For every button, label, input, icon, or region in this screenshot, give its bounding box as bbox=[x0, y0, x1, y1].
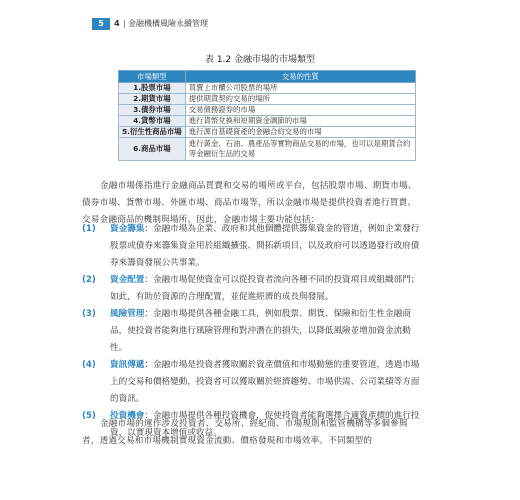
page-header bbox=[92, 18, 422, 30]
table-row bbox=[119, 138, 416, 161]
function-name: 風險管理 bbox=[110, 309, 145, 319]
function-number: (2) bbox=[82, 275, 96, 285]
function-number: (1) bbox=[82, 224, 96, 234]
market-desc-cell: 進行源自基礎資產的金融合約交易的市場 bbox=[185, 127, 415, 138]
market-desc-cell: 提供期貨契約交易的場所 bbox=[185, 94, 415, 105]
market-types-table bbox=[118, 70, 416, 161]
function-item bbox=[82, 221, 424, 272]
function-name: 投資機會 bbox=[110, 411, 145, 421]
market-desc-cell: 交易債務證券的市場 bbox=[185, 105, 415, 116]
function-item bbox=[82, 357, 424, 408]
table-row bbox=[119, 94, 416, 105]
function-item bbox=[82, 272, 424, 306]
function-text: ：金融市場提供各種金融工具，例如股票、期貨、保險和衍生性金融商品，使投資者能夠進行風險管理和對沖潛在的損失，以降低風險並增加資金流動性。 bbox=[110, 309, 411, 353]
table-row bbox=[119, 116, 416, 127]
market-type-cell: 5.衍生性商品市場 bbox=[119, 127, 186, 138]
function-item bbox=[82, 306, 424, 357]
function-number: (4) bbox=[82, 360, 96, 370]
header-divider bbox=[124, 20, 125, 28]
chapter-number: 4 bbox=[114, 19, 120, 28]
table-row bbox=[119, 83, 416, 94]
market-type-cell: 2.期貨市場 bbox=[119, 94, 186, 105]
function-text: ：金融市場為企業、政府和其他個體提供籌集資金的管道，例如企業發行股票或債券來籌集資金用於組織擴張、開拓新項目，以及政府可以透過發行政府債券來籌資發展公共事業。 bbox=[110, 224, 420, 268]
market-desc-cell: 進行貨幣兌換和短期資金調節的市場 bbox=[185, 116, 415, 127]
page-number-badge: 5 bbox=[92, 18, 110, 30]
function-name: 資訊傳遞 bbox=[110, 360, 145, 370]
table-row bbox=[119, 127, 416, 138]
market-type-cell: 1.股票市場 bbox=[119, 83, 186, 94]
market-type-cell: 6.商品市場 bbox=[119, 138, 186, 161]
intro-paragraph: 金融市場係指進行金融商品買賣和交易的場所或平台，包括股票市場、期貨市場、債券市場、貨幣市場、外匯市場、商品市場等，所以金融市場是提供投資者進行買賣、交易金融商品的機制與場所。因此，金融市場主要功能包括： bbox=[82, 181, 417, 225]
book-title: 金融機構風險永續管理 bbox=[128, 19, 208, 28]
function-text: ：金融市場促使資金可以從投資者流向各種不同的投資項目或組織部門；如此，有助於資源的合理配置，並促進經濟的成長與發展。 bbox=[110, 275, 420, 302]
market-type-cell: 4.貨幣市場 bbox=[119, 116, 186, 127]
function-text: ：金融市場是投資者獲取關於資產價值和市場動態的重要管道，透過市場上的交易和價格變動，投資者可以獲取關於經濟趨勢、市場供需、公司業績等方面的資訊。 bbox=[110, 360, 420, 404]
column-header-type: 市場類型 bbox=[119, 71, 186, 83]
closing-paragraph: 金融市場的運作涉及投資者、交易所、經紀商、市場規則和監管機構等多個參與者，透過交易和市場機制實現資金流動、價格發現和市場效率。不同類型的 bbox=[82, 419, 408, 446]
table-header-row bbox=[119, 71, 416, 83]
table-row bbox=[119, 105, 416, 116]
function-name: 資金配置 bbox=[110, 275, 145, 285]
column-header-nature: 交易的性質 bbox=[185, 71, 415, 83]
function-number: (5) bbox=[82, 411, 96, 421]
function-number: (3) bbox=[82, 309, 96, 319]
market-type-cell: 3.債券市場 bbox=[119, 105, 186, 116]
market-functions-list bbox=[82, 221, 424, 442]
market-desc-cell: 進行黃金、石油、農產品等實物商品交易的市場，也可以是期貨合約等金融衍生品的交易 bbox=[185, 138, 415, 161]
market-desc-cell: 買賣上市櫃公司股票的場所 bbox=[185, 83, 415, 94]
function-name: 資金籌集 bbox=[110, 224, 145, 234]
function-text: ：金融市場提供各種投資機會，促使投資者能夠選擇合適資產標的進行投資，以實現資本增值或收益。 bbox=[110, 411, 420, 438]
closing-section bbox=[82, 416, 422, 450]
table-caption: 表 1.2 金融市場的市場類型 bbox=[204, 55, 316, 65]
